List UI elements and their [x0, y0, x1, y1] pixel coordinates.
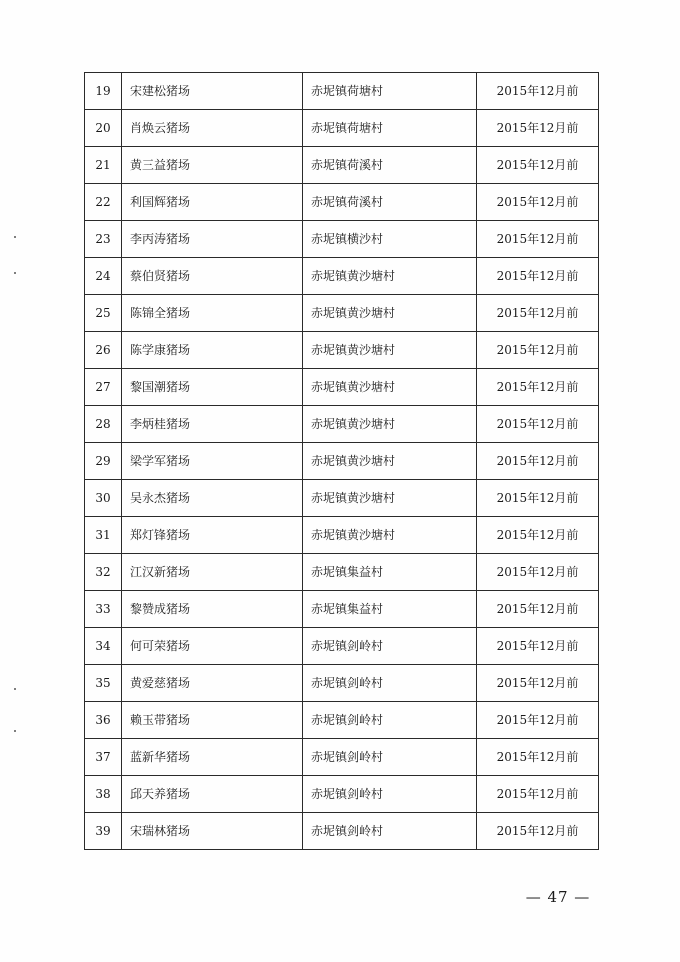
farm-address-cell: 赤坭镇剑岭村 — [303, 813, 477, 850]
farm-name-cell: 黄三益猪场 — [122, 147, 303, 184]
table-row — [85, 443, 599, 480]
row-number-cell: 28 — [85, 406, 122, 443]
scan-mark — [14, 730, 16, 732]
table-row — [85, 110, 599, 147]
table-body — [85, 73, 599, 850]
time-limit-cell: 2015年12月前 — [477, 406, 599, 443]
table-row — [85, 517, 599, 554]
farm-address-cell: 赤坭镇荷塘村 — [303, 110, 477, 147]
scan-mark — [14, 688, 16, 690]
table-row — [85, 147, 599, 184]
time-limit-cell: 2015年12月前 — [477, 369, 599, 406]
table-row — [85, 369, 599, 406]
farm-name-cell: 宋建松猪场 — [122, 73, 303, 110]
farm-name-cell: 李丙涛猪场 — [122, 221, 303, 258]
table-row — [85, 221, 599, 258]
row-number-cell: 31 — [85, 517, 122, 554]
table-row — [85, 258, 599, 295]
farm-address-cell: 赤坭镇黄沙塘村 — [303, 443, 477, 480]
row-number-cell: 23 — [85, 221, 122, 258]
time-limit-cell: 2015年12月前 — [477, 665, 599, 702]
farm-address-cell: 赤坭镇横沙村 — [303, 221, 477, 258]
table-row — [85, 702, 599, 739]
farm-name-cell: 蓝新华猪场 — [122, 739, 303, 776]
farm-name-cell: 黎国潮猪场 — [122, 369, 303, 406]
row-number-cell: 38 — [85, 776, 122, 813]
table-row — [85, 332, 599, 369]
time-limit-cell: 2015年12月前 — [477, 591, 599, 628]
table-row — [85, 776, 599, 813]
page-number: — 47 — — [525, 888, 591, 906]
time-limit-cell: 2015年12月前 — [477, 110, 599, 147]
farm-address-cell: 赤坭镇荷塘村 — [303, 73, 477, 110]
time-limit-cell: 2015年12月前 — [477, 443, 599, 480]
farm-name-cell: 陈学康猪场 — [122, 332, 303, 369]
farm-name-cell: 吴永杰猪场 — [122, 480, 303, 517]
scan-mark — [14, 272, 16, 274]
farm-address-cell: 赤坭镇剑岭村 — [303, 702, 477, 739]
farm-name-cell: 李炳桂猪场 — [122, 406, 303, 443]
table-row — [85, 184, 599, 221]
table-row — [85, 73, 599, 110]
farm-name-cell: 肖焕云猪场 — [122, 110, 303, 147]
time-limit-cell: 2015年12月前 — [477, 258, 599, 295]
scan-mark — [14, 236, 16, 238]
time-limit-cell: 2015年12月前 — [477, 776, 599, 813]
farm-address-cell: 赤坭镇剑岭村 — [303, 628, 477, 665]
table-row — [85, 665, 599, 702]
farm-address-cell: 赤坭镇剑岭村 — [303, 665, 477, 702]
time-limit-cell: 2015年12月前 — [477, 147, 599, 184]
farm-address-cell: 赤坭镇黄沙塘村 — [303, 258, 477, 295]
farm-address-cell: 赤坭镇黄沙塘村 — [303, 517, 477, 554]
farm-address-cell: 赤坭镇黄沙塘村 — [303, 480, 477, 517]
farm-address-cell: 赤坭镇黄沙塘村 — [303, 406, 477, 443]
farm-address-cell: 赤坭镇剑岭村 — [303, 739, 477, 776]
farm-address-cell: 赤坭镇集益村 — [303, 554, 477, 591]
table-row — [85, 739, 599, 776]
time-limit-cell: 2015年12月前 — [477, 739, 599, 776]
time-limit-cell: 2015年12月前 — [477, 554, 599, 591]
row-number-cell: 32 — [85, 554, 122, 591]
row-number-cell: 24 — [85, 258, 122, 295]
row-number-cell: 20 — [85, 110, 122, 147]
row-number-cell: 21 — [85, 147, 122, 184]
farm-address-cell: 赤坭镇黄沙塘村 — [303, 295, 477, 332]
time-limit-cell: 2015年12月前 — [477, 332, 599, 369]
farm-name-cell: 江汉新猪场 — [122, 554, 303, 591]
row-number-cell: 37 — [85, 739, 122, 776]
farm-address-cell: 赤坭镇黄沙塘村 — [303, 369, 477, 406]
time-limit-cell: 2015年12月前 — [477, 517, 599, 554]
table-row — [85, 628, 599, 665]
pig-farm-table — [84, 72, 599, 850]
table-row — [85, 406, 599, 443]
time-limit-cell: 2015年12月前 — [477, 480, 599, 517]
table-row — [85, 813, 599, 850]
table-row — [85, 480, 599, 517]
farm-name-cell: 何可荣猪场 — [122, 628, 303, 665]
farm-name-cell: 黎赞成猪场 — [122, 591, 303, 628]
farm-address-cell: 赤坭镇剑岭村 — [303, 776, 477, 813]
row-number-cell: 36 — [85, 702, 122, 739]
farm-name-cell: 赖玉带猪场 — [122, 702, 303, 739]
time-limit-cell: 2015年12月前 — [477, 184, 599, 221]
farm-address-cell: 赤坭镇黄沙塘村 — [303, 332, 477, 369]
farm-name-cell: 陈锦全猪场 — [122, 295, 303, 332]
farm-name-cell: 利国辉猪场 — [122, 184, 303, 221]
time-limit-cell: 2015年12月前 — [477, 295, 599, 332]
row-number-cell: 27 — [85, 369, 122, 406]
table-row — [85, 554, 599, 591]
farm-name-cell: 蔡伯贤猪场 — [122, 258, 303, 295]
row-number-cell: 29 — [85, 443, 122, 480]
farm-name-cell: 宋瑞林猪场 — [122, 813, 303, 850]
farm-name-cell: 梁学军猪场 — [122, 443, 303, 480]
row-number-cell: 22 — [85, 184, 122, 221]
time-limit-cell: 2015年12月前 — [477, 813, 599, 850]
time-limit-cell: 2015年12月前 — [477, 628, 599, 665]
table-row — [85, 295, 599, 332]
row-number-cell: 19 — [85, 73, 122, 110]
time-limit-cell: 2015年12月前 — [477, 73, 599, 110]
row-number-cell: 34 — [85, 628, 122, 665]
row-number-cell: 26 — [85, 332, 122, 369]
time-limit-cell: 2015年12月前 — [477, 702, 599, 739]
farm-address-cell: 赤坭镇荷溪村 — [303, 147, 477, 184]
row-number-cell: 33 — [85, 591, 122, 628]
farm-name-cell: 黄爱慈猪场 — [122, 665, 303, 702]
row-number-cell: 35 — [85, 665, 122, 702]
row-number-cell: 25 — [85, 295, 122, 332]
farm-name-cell: 邱天养猪场 — [122, 776, 303, 813]
table-row — [85, 591, 599, 628]
farm-name-cell: 郑灯锋猪场 — [122, 517, 303, 554]
farm-address-cell: 赤坭镇荷溪村 — [303, 184, 477, 221]
row-number-cell: 39 — [85, 813, 122, 850]
time-limit-cell: 2015年12月前 — [477, 221, 599, 258]
farm-address-cell: 赤坭镇集益村 — [303, 591, 477, 628]
row-number-cell: 30 — [85, 480, 122, 517]
